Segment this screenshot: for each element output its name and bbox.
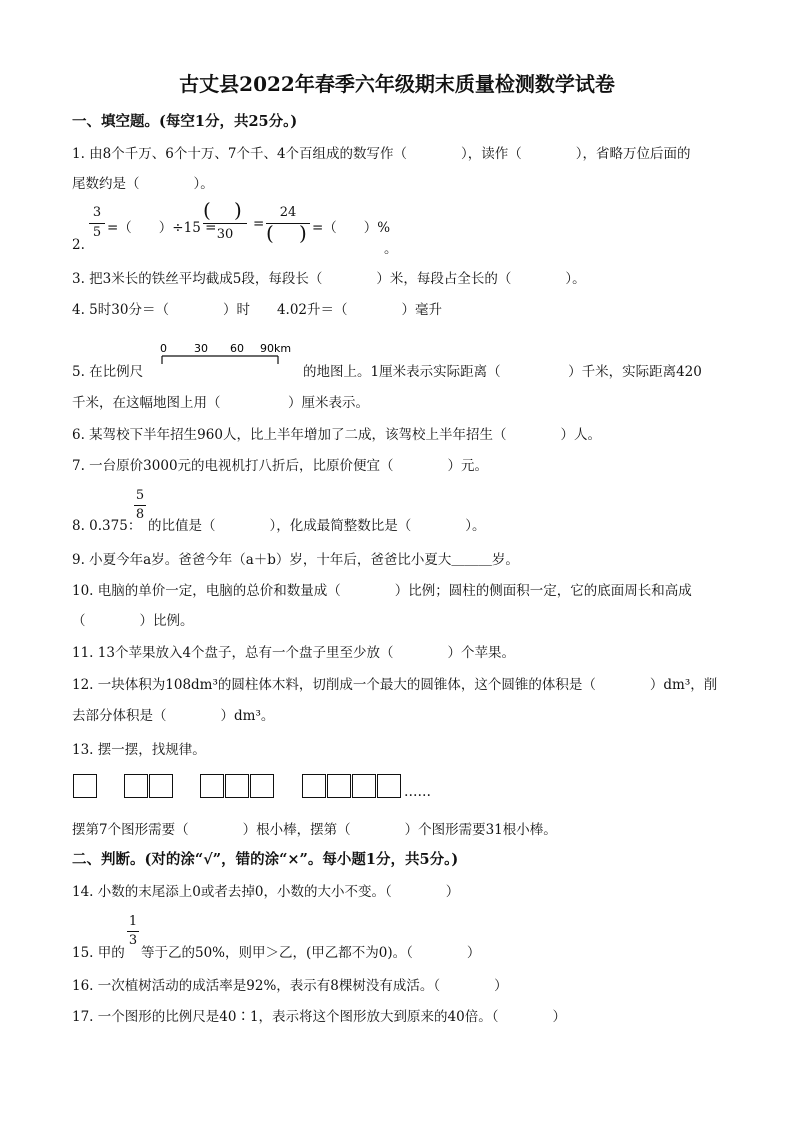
- q2-frac2-open-paren: (: [203, 198, 211, 222]
- question-5-prefix: 5. 在比例尺: [72, 364, 144, 380]
- question-4: 4. 5时30分＝（ ）时 4.02升＝（ ）毫升: [72, 302, 442, 318]
- q2-frac3-open-paren: (: [266, 221, 274, 245]
- question-5-line-2: 千米，在这幅地图上用（ ）厘米表示。: [72, 395, 369, 411]
- pattern-1-square: [73, 774, 97, 798]
- q15-frac-numerator: 1: [128, 914, 138, 929]
- pattern-ellipsis: ……: [404, 784, 431, 800]
- scale-bar: [150, 340, 300, 374]
- pattern-2-square: [149, 774, 173, 798]
- question-10-line-2: （ ）比例。: [72, 613, 194, 629]
- question-7: 7. 一台原价3000元的电视机打八折后，比原价便宜（ ）元。: [72, 458, 489, 474]
- q2-frac3-close-paren: ): [299, 221, 307, 245]
- page-title: 古丈县2022年春季六年级期末质量检测数学试卷: [179, 72, 615, 96]
- q2-eq3: =（ ）%: [312, 220, 391, 236]
- question-13-answer: 摆第7个图形需要（ ）根小棒，摆第（ ）个图形需要31根小棒。: [72, 822, 557, 838]
- section-1-heading: 一、填空题。(每空1分，共25分。): [72, 113, 298, 130]
- question-1-line-2: 尾数约是（ ）。: [72, 176, 214, 192]
- q2-frac3-numerator: 24: [279, 205, 297, 220]
- scale-label-60: 60: [230, 342, 244, 355]
- question-13: 13. 摆一摆，找规律。: [72, 742, 206, 758]
- question-16: 16. 一次植树活动的成活率是92%，表示有8棵树没有成活。（ ）: [72, 978, 508, 994]
- question-15-prefix: 15. 甲的: [72, 945, 125, 961]
- q2-frac1-numerator: 3: [92, 205, 102, 220]
- q2-frac1-denominator: 5: [92, 225, 102, 240]
- q2-eq2: =: [253, 216, 265, 232]
- q2-eq1: =（ ）÷15 =: [107, 220, 217, 236]
- pattern-4-square: [302, 774, 326, 798]
- question-10-line-1: 10. 电脑的单价一定，电脑的总价和数量成（ ）比例；圆柱的侧面积一定，它的底面周长和高成: [72, 583, 692, 599]
- question-17: 17. 一个图形的比例尺是40∶1，表示将这个图形放大到原来的40倍。（ ）: [72, 1009, 566, 1025]
- question-11: 11. 13个苹果放入4个盘子，总有一个盘子里至少放（ ）个苹果。: [72, 645, 516, 661]
- question-6: 6. 某驾校下半年招生960人，比上半年增加了二成，该驾校上半年招生（ ）人。: [72, 427, 601, 443]
- q8-frac-numerator: 5: [135, 488, 145, 503]
- q2-end: 。: [384, 241, 398, 257]
- section-2-heading: 二、判断。(对的涂“√”，错的涂“×”。每小题1分，共5分。): [72, 851, 459, 868]
- pattern-4-square: [327, 774, 351, 798]
- q2-frac1-bar: [89, 223, 105, 224]
- pattern-2-square: [124, 774, 148, 798]
- question-9: 9. 小夏今年a岁。爸爸今年（a＋b）岁，十年后，爸爸比小夏大＿＿＿岁。: [72, 552, 519, 568]
- scale-label-30: 30: [194, 342, 208, 355]
- q15-frac-denominator: 3: [128, 933, 138, 948]
- pattern-4-square: [377, 774, 401, 798]
- q2-number: 2.: [72, 237, 85, 253]
- question-3: 3. 把3米长的铁丝平均截成5段，每段长（ ）米，每段占全长的（ ）。: [72, 271, 586, 287]
- question-8-text: 的比值是（ ），化成最简整数比是（ ）。: [148, 518, 486, 534]
- q2-frac2-bar: [203, 223, 247, 224]
- question-8-prefix: 8. 0.375：: [72, 518, 142, 534]
- question-12-line-1: 12. 一块体积为108dm³的圆柱体木料，切削成一个最大的圆锥体，这个圆锥的体积是（ ）dm³，削: [72, 677, 718, 693]
- pattern-3-square: [250, 774, 274, 798]
- q2-frac2-close-paren: ): [234, 198, 242, 222]
- question-14: 14. 小数的末尾添上0或者去掉0，小数的大小不变。（ ）: [72, 884, 460, 900]
- question-1-line-1: 1. 由8个千万、6个十万、7个千、4个百组成的数写作（ ），读作（ ），省略万位后面的: [72, 146, 691, 162]
- scale-label-0: 0: [160, 342, 167, 355]
- question-12-line-2: 去部分体积是（ ）dm³。: [72, 708, 275, 724]
- q8-frac-denominator: 8: [135, 507, 145, 522]
- question-5-line-1: 的地图上。1厘米表示实际距离（ ）千米，实际距离420: [303, 364, 702, 380]
- q8-frac-bar: [134, 505, 146, 506]
- q2-frac2-denominator: 30: [216, 227, 234, 242]
- q15-frac-bar: [127, 931, 139, 932]
- question-15-text: 等于乙的50%，则甲＞乙，(甲乙都不为0)。（ ）: [141, 945, 481, 961]
- pattern-4-square: [352, 774, 376, 798]
- pattern-3-square: [200, 774, 224, 798]
- scale-label-90km: 90km: [260, 342, 292, 355]
- pattern-3-square: [225, 774, 249, 798]
